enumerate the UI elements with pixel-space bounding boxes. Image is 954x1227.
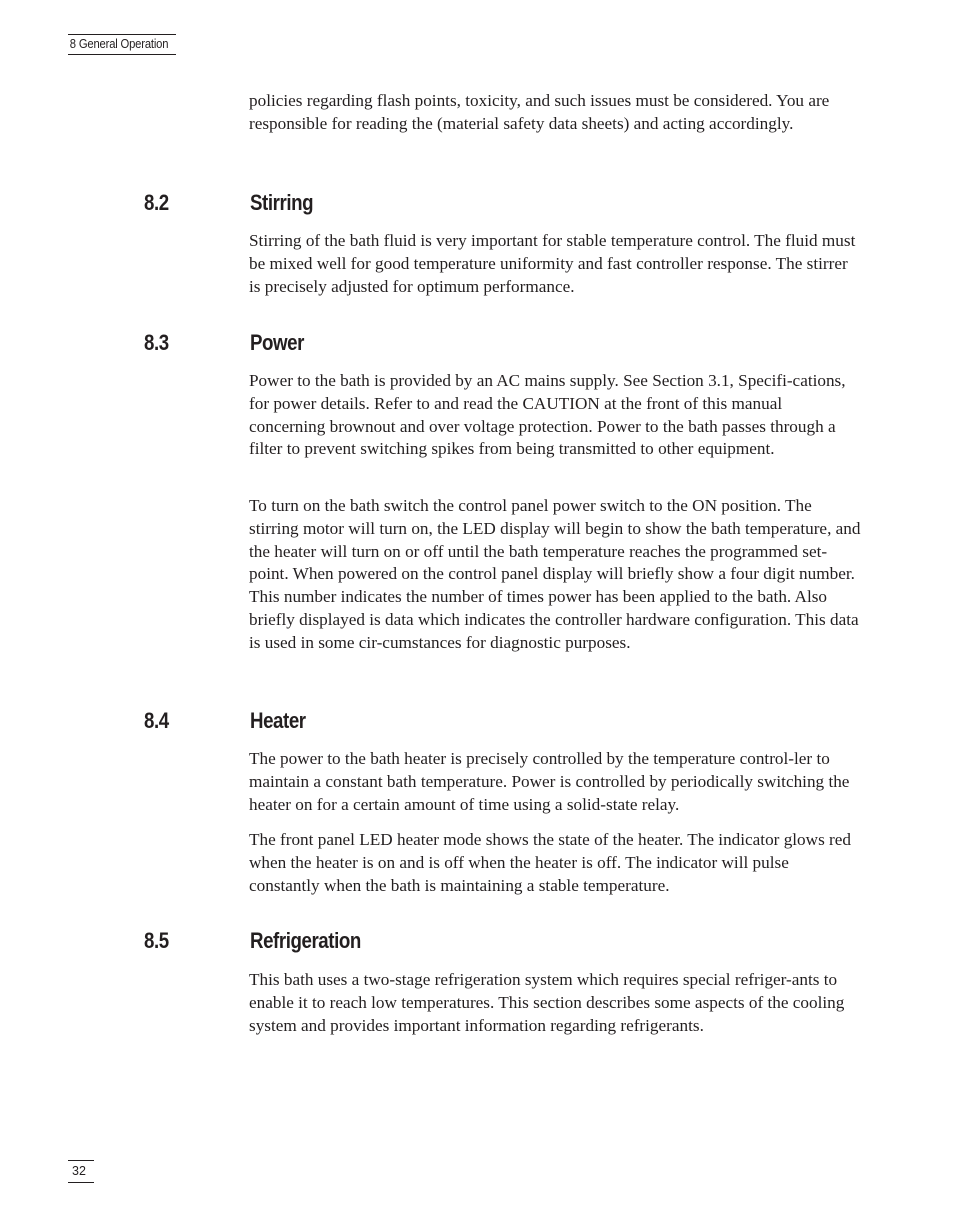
section-heading-heater: Heater bbox=[250, 708, 306, 733]
heater-paragraph-2: The front panel LED heater mode shows the state of the heater. The indicator glows red when the heater is on and is off when the heater is off. The indicator will pulse constantly when the bath is maintaining a stable temperature. bbox=[249, 830, 851, 895]
section-number-8-4: 8.4 bbox=[144, 708, 169, 733]
intro-paragraph: policies regarding flash points, toxicity, and such issues must be considered. You are responsible for reading the (material safety data sheets) and acting accordingly. bbox=[249, 91, 830, 133]
section-heading-refrigeration: Refrigeration bbox=[250, 928, 361, 953]
section-number-8-3: 8.3 bbox=[144, 330, 169, 355]
page-number: 32 bbox=[68, 1160, 94, 1183]
section-heading-power: Power bbox=[250, 330, 305, 355]
power-paragraph-1: Power to the bath is provided by an AC mains supply. See Section 3.1, Specifi-cations, for power details. Refer to and read the CAUTION at the front of this manual concerning brownout and over voltage protection. Power to the bath passes through a filter to prevent switching spikes from being transmitted to other equipment. bbox=[249, 371, 846, 459]
running-header: 8 General Operation bbox=[68, 34, 176, 55]
stirring-paragraph-1: Stirring of the bath fluid is very important for stable temperature control. The fluid must be mixed well for good temperature uniformity and fast controller response. The stirrer is precisely adjusted for optimum performance. bbox=[249, 231, 856, 296]
section-heading-stirring: Stirring bbox=[250, 190, 314, 215]
section-number-8-5: 8.5 bbox=[144, 928, 169, 953]
section-number-8-2: 8.2 bbox=[144, 190, 169, 215]
power-paragraph-2: To turn on the bath switch the control panel power switch to the ON position. The stirring motor will turn on, the LED display will begin to show the bath temperature, and the heater will turn on or off until the bath temperature reaches the programmed set-point. When powered on the control panel display will briefly show a four digit number. This number indicates the number of times power has been applied to the bath. Also briefly displayed is data which indicates the controller hardware configuration. This data is used in some cir-cumstances for diagnostic purposes. bbox=[249, 496, 861, 652]
refrigeration-paragraph-1: This bath uses a two-stage refrigeration system which requires special refriger-ants to enable it to reach low temperatures. This section describes some aspects of the cooling system and provides important information regarding refrigerants. bbox=[249, 970, 845, 1035]
heater-paragraph-1: The power to the bath heater is precisely controlled by the temperature control-ler to maintain a constant bath temperature. Power is controlled by periodically switching the heater on for a certain amount of time using a solid-state relay. bbox=[249, 749, 850, 814]
